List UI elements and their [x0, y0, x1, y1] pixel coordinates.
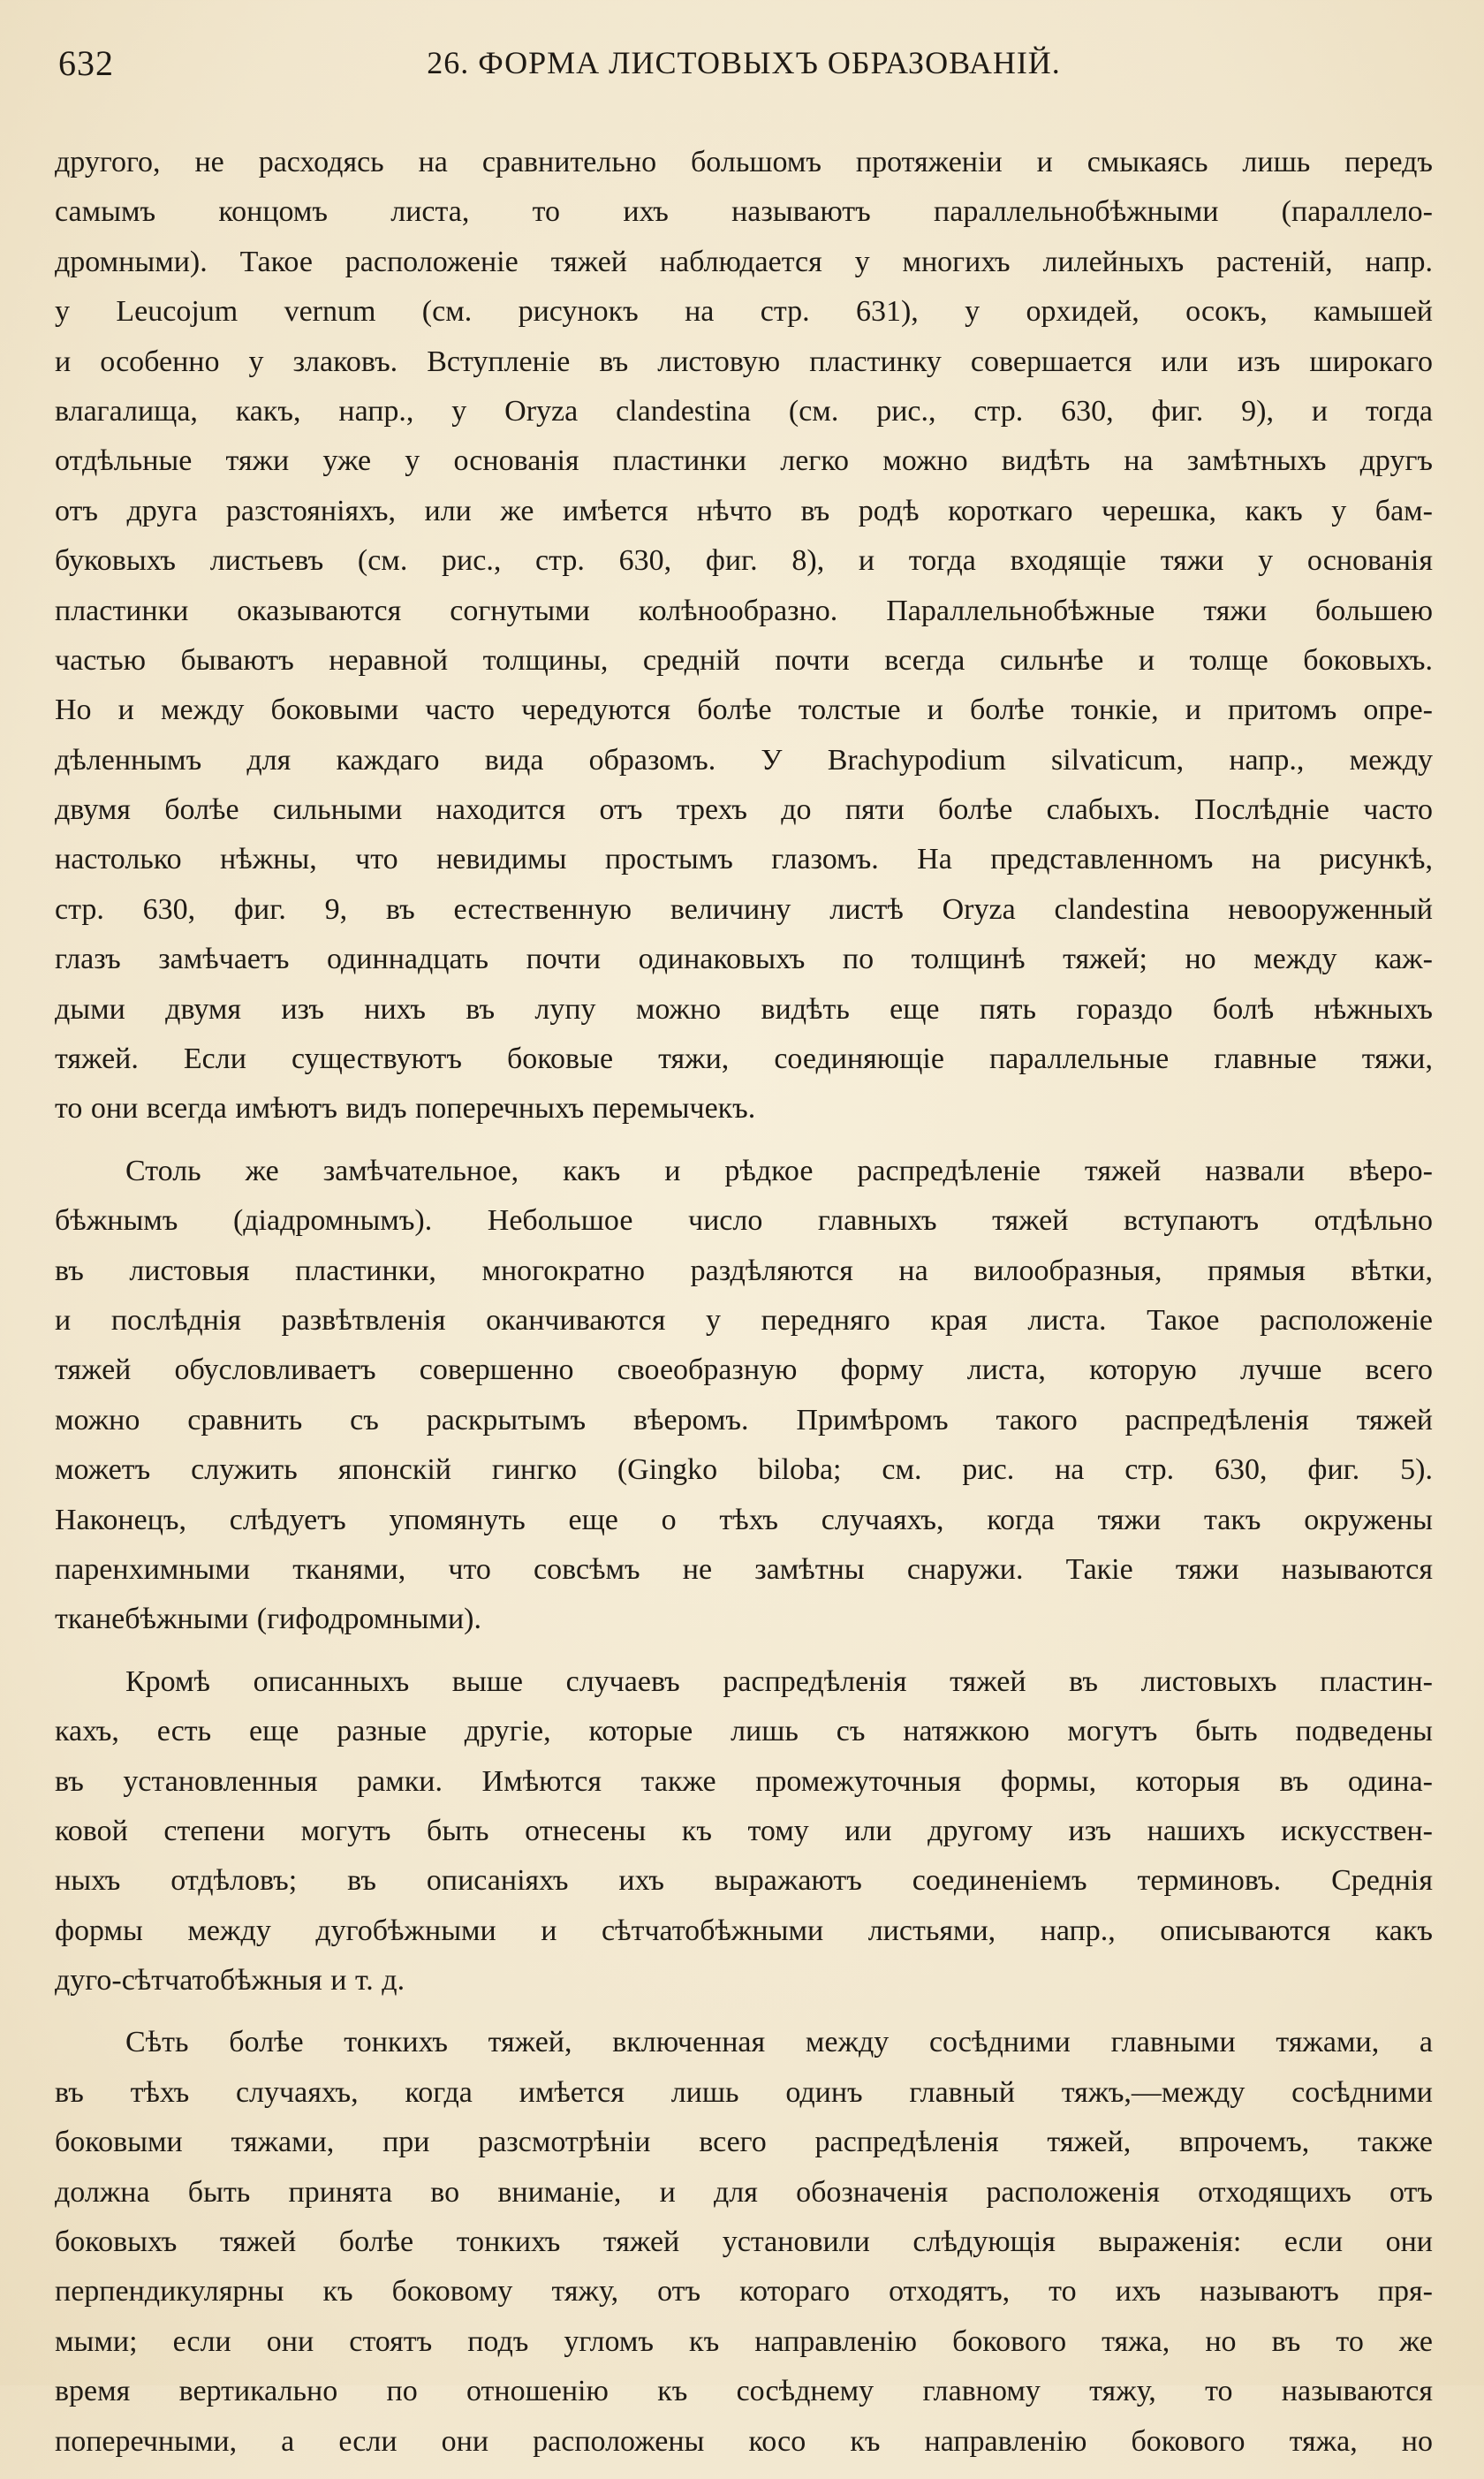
text-line: и особенно у злаковъ. Вступленіе въ листовую пластинку совершается или изъ широкаго [55, 345, 1433, 378]
text-line: въ установленныя рамки. Имѣются также промежуточныя формы, которыя въ одина- [55, 1764, 1433, 1798]
text-line: тканебѣжными (гифодромными). [55, 1603, 481, 1636]
text-line: можетъ служить японскій гингко (Gingko biloba; см. рис. на стр. 630, фиг. 5). [55, 1453, 1433, 1487]
text-line: поперечными, а если они расположены косо къ направленію бокового тяжа, но [55, 2424, 1433, 2458]
text-line: отдѣльные тяжи уже у основанія пластинки легко можно видѣть на замѣтныхъ другъ [55, 444, 1433, 478]
text-line: Столь же замѣчательное, какъ и рѣдкое распредѣленіе тяжей назвали вѣеро- [125, 1154, 1433, 1187]
book-page [55, 34, 1433, 2458]
running-head [55, 34, 1433, 95]
text-line: дѣленнымъ для каждаго вида образомъ. У Brachypodium silvaticum, напр., между [55, 743, 1433, 777]
text-line: самымъ концомъ листа, то ихъ называютъ параллельнобѣжными (параллело- [55, 195, 1433, 229]
text-line: влагалища, какъ, напр., у Oryza clandestina (см. рис., стр. 630, фиг. 9), и тогда [55, 394, 1433, 428]
text-line: глазъ замѣчаетъ одиннадцать почти одинаковыхъ по толщинѣ тяжей; но между каж- [55, 943, 1433, 976]
text-line: стр. 630, фиг. 9, въ естественную величину листѣ Oryza clandestina невооруженный [55, 892, 1433, 926]
text-line: въ листовыя пластинки, многократно раздѣляются на вилообразныя, прямыя вѣтки, [55, 1254, 1433, 1287]
text-line: можно сравнить съ раскрытымъ вѣеромъ. Примѣромъ такого распредѣленія тяжей [55, 1403, 1433, 1437]
text-line: буковыхъ листьевъ (см. рис., стр. 630, фиг. 8), и тогда входящіе тяжи у основанія [55, 544, 1433, 578]
running-title: 26. ФОРМА ЛИСТОВЫХЪ ОБРАЗОВАНІЙ. [427, 45, 1061, 80]
body-text [55, 138, 1433, 2479]
text-line: Кромѣ описанныхъ выше случаевъ распредѣленія тяжей въ листовыхъ пластин- [125, 1664, 1433, 1698]
paragraph-p1 [55, 138, 1433, 1134]
text-line: частью бываютъ неравной толщины, средній почти всегда сильнѣе и толще боковыхъ. [55, 643, 1433, 677]
text-line: боковыхъ тяжей болѣе тонкихъ тяжей установили слѣдующія выраженія: если они [55, 2225, 1433, 2259]
text-line: двумя болѣе сильными находится отъ трехъ до пяти болѣе слабыхъ. Послѣдніе часто [55, 793, 1433, 827]
text-line: отъ друга разстояніяхъ, или же имѣется нѣчто въ родѣ короткаго черешка, какъ у бам- [55, 494, 1433, 527]
paragraph-p4 [55, 2018, 1433, 2467]
text-line: мыми; если они стоятъ подъ угломъ къ направленію бокового тяжа, но въ то же [55, 2324, 1433, 2358]
text-line: дыми двумя изъ нихъ въ лупу можно видѣть еще пять гораздо болѣ нѣжныхъ [55, 992, 1433, 1026]
paragraph-p2 [55, 1147, 1433, 1645]
text-line: то они всегда имѣютъ видъ поперечныхъ перемычекъ. [55, 1092, 756, 1126]
text-line: ныхъ отдѣловъ; въ описаніяхъ ихъ выражаютъ соединеніемъ терминовъ. Среднія [55, 1864, 1433, 1898]
text-line: кахъ, есть еще разные другіе, которые лишь съ натяжкою могутъ быть подведены [55, 1715, 1433, 1748]
page-number: 632 [58, 43, 114, 83]
text-line: бѣжнымъ (діадромнымъ). Небольшое число главныхъ тяжей вступаютъ отдѣльно [55, 1204, 1433, 1238]
text-line: дромными). Такое расположеніе тяжей наблюдается у многихъ лилейныхъ растеній, напр. [55, 245, 1433, 278]
paragraph-p3 [55, 1657, 1433, 2006]
text-line: паренхимными тканями, что совсѣмъ не замѣтны снаружи. Такіе тяжи называются [55, 1552, 1433, 1586]
text-line: ковой степени могутъ быть отнесены къ тому или другому изъ нашихъ искусствен- [55, 1814, 1433, 1847]
text-line: тяжей. Если существуютъ боковые тяжи, соединяющіе параллельные главные тяжи, [55, 1042, 1433, 1076]
text-line: перпендикулярны къ боковому тяжу, отъ котораго отходятъ, то ихъ называютъ пря- [55, 2275, 1433, 2308]
text-line: должна быть принята во вниманіе, и для обозначенія расположенія отходящихъ отъ [55, 2175, 1433, 2209]
text-line: у Leucojum vernum (см. рисунокъ на стр. 631), у орхидей, осокъ, камышей [55, 295, 1433, 329]
text-line: въ тѣхъ случаяхъ, когда имѣется лишь одинъ главный тяжъ,—между сосѣдними [55, 2075, 1433, 2109]
text-line: Но и между боковыми часто чередуются болѣе толстые и болѣе тонкіе, и притомъ опре- [55, 694, 1433, 727]
text-line: пластинки оказываются согнутыми колѣнообразно. Параллельнобѣжные тяжи большею [55, 594, 1433, 627]
text-line: настолько нѣжны, что невидимы простымъ глазомъ. На представленномъ на рисункѣ, [55, 843, 1433, 876]
text-line: Наконецъ, слѣдуетъ упомянуть еще о тѣхъ случаяхъ, когда тяжи такъ окружены [55, 1503, 1433, 1536]
text-line: формы между дугобѣжными и сѣтчатобѣжными листьями, напр., описываются какъ [55, 1914, 1433, 1947]
text-line: и послѣднія развѣтвленія оканчиваются у передняго края листа. Такое расположеніе [55, 1303, 1433, 1337]
text-line: Сѣть болѣе тонкихъ тяжей, включенная между сосѣдними главными тяжами, а [125, 2026, 1433, 2059]
text-line: дуго-сѣтчатобѣжныя и т. д. [55, 1964, 405, 1998]
text-line: другого, не расходясь на сравнительно большомъ протяженіи и смыкаясь лишь передъ [55, 146, 1433, 178]
text-line: тяжей обусловливаетъ совершенно своеобразную форму листа, которую лучше всего [55, 1353, 1433, 1387]
text-line: боковыми тяжами, при разсмотрѣніи всего распредѣленія тяжей, впрочемъ, также [55, 2126, 1433, 2159]
text-line: время вертикально по отношенію къ сосѣднему главному тяжу, то называются [55, 2375, 1433, 2408]
